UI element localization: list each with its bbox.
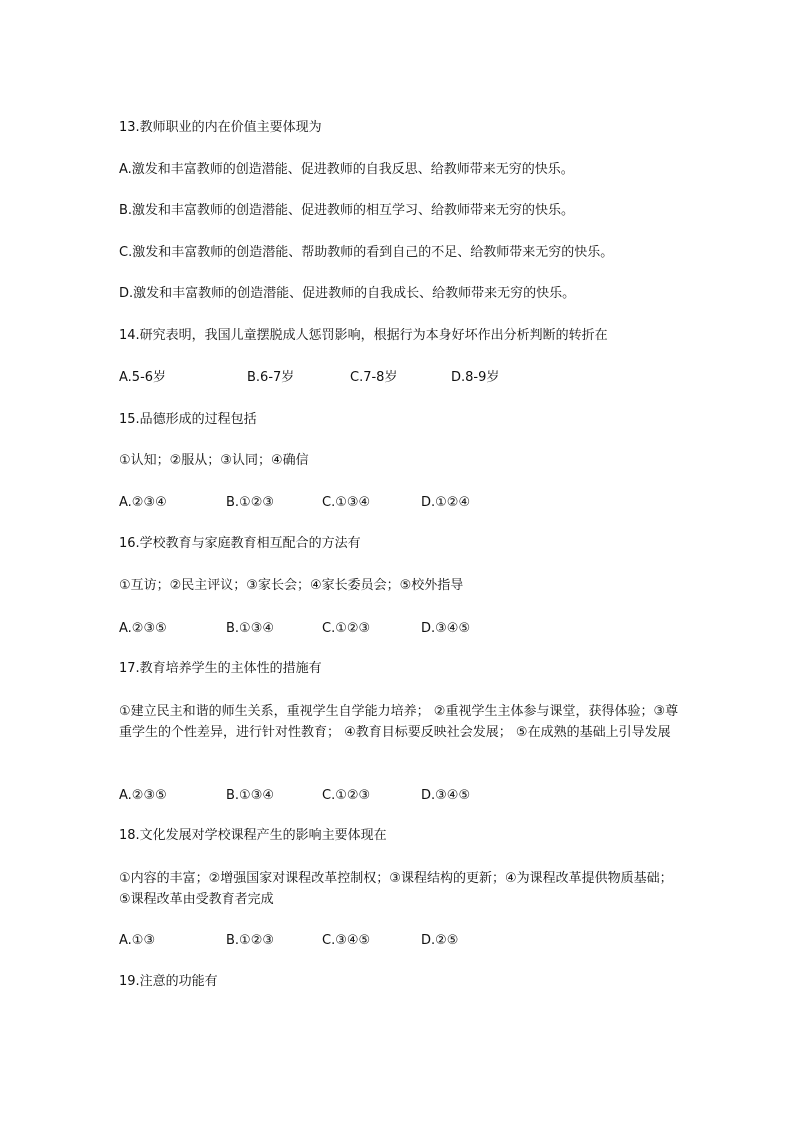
question-16-option-c: C.①②③	[322, 621, 371, 636]
question-17-option-b: B.①③④	[226, 788, 275, 803]
question-16-option-d: D.③④⑤	[421, 621, 471, 636]
question-13-option-d: D.激发和丰富教师的创造潜能、促进教师的自我成长、给教师带来无穷的快乐。	[119, 286, 576, 301]
question-17-option-c: C.①②③	[322, 788, 371, 803]
question-15-stem: 15.品德形成的过程包括	[119, 412, 257, 427]
question-18-items: ①内容的丰富；②增强国家对课程改革控制权；③课程结构的更新；④为课程改革提供物质基础；⑤课程改革由受教育者完成	[119, 871, 673, 907]
question-14-option-a: A.5-6岁	[119, 370, 167, 385]
question-18-option-c: C.③④⑤	[322, 933, 371, 948]
question-15-items: ①认知；②服从；③认同；④确信	[119, 453, 309, 468]
question-15-options	[119, 493, 679, 513]
question-16-items: ①互访；②民主评议；③家长会；④家长委员会；⑤校外指导	[119, 578, 464, 593]
question-13-stem: 13.教师职业的内在价值主要体现为	[119, 120, 322, 135]
question-14-stem: 14.研究表明，我国儿童摆脱成人惩罚影响，根据行为本身好坏作出分析判断的转折在	[119, 328, 608, 343]
question-15-option-c: C.①③④	[322, 495, 371, 510]
question-14-options	[119, 368, 679, 388]
question-15-option-d: D.①②④	[421, 495, 471, 510]
question-17-options	[119, 786, 679, 806]
question-15-option-b: B.①②③	[226, 495, 275, 510]
question-13-option-c: C.激发和丰富教师的创造潜能、帮助教师的看到自己的不足、给教师带来无穷的快乐。	[119, 245, 614, 260]
question-16-options	[119, 619, 679, 639]
question-17-items: ①建立民主和谐的师生关系，重视学生自学能力培养； ②重视学生主体参与课堂，获得体验；③尊重学生的个性差异，进行针对性教育； ④教育目标要反映社会发展； ⑤在成熟的基础上引导发展	[119, 704, 679, 740]
question-16-stem: 16.学校教育与家庭教育相互配合的方法有	[119, 536, 361, 551]
question-17-option-a: A.②③⑤	[119, 788, 167, 803]
question-18-options	[119, 931, 679, 951]
question-13-option-b: B.激发和丰富教师的创造潜能、促进教师的相互学习、给教师带来无穷的快乐。	[119, 203, 575, 218]
question-18-option-a: A.①③	[119, 933, 156, 948]
question-14-option-b: B.6-7岁	[247, 370, 295, 385]
question-18-option-b: B.①②③	[226, 933, 275, 948]
question-19-stem: 19.注意的功能有	[119, 974, 218, 989]
question-17-stem: 17.教育培养学生的主体性的措施有	[119, 661, 322, 676]
question-17-option-d: D.③④⑤	[421, 788, 471, 803]
question-15-option-a: A.②③④	[119, 495, 167, 510]
question-13-option-a: A.激发和丰富教师的创造潜能、促进教师的自我反思、给教师带来无穷的快乐。	[119, 162, 574, 177]
question-14-option-c: C.7-8岁	[350, 370, 398, 385]
question-18-stem: 18.文化发展对学校课程产生的影响主要体现在	[119, 828, 387, 843]
question-16-option-b: B.①③④	[226, 621, 275, 636]
question-14-option-d: D.8-9岁	[451, 370, 500, 385]
question-16-option-a: A.②③⑤	[119, 621, 167, 636]
question-18-option-d: D.②⑤	[421, 933, 459, 948]
